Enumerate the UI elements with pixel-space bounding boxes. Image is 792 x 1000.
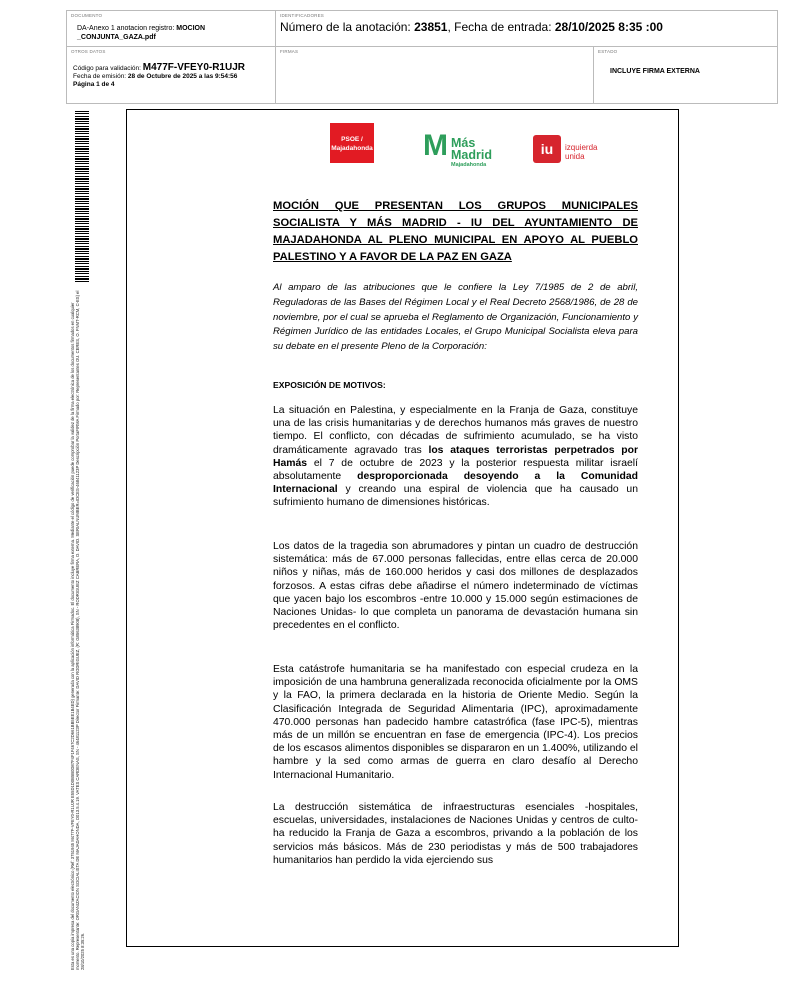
estado-label: ESTADO <box>598 49 618 54</box>
registry-header <box>66 10 778 104</box>
p1-bold-a: los ataques terroristas perpetrados por Hamás <box>273 444 638 469</box>
estado-cell <box>594 47 777 103</box>
paragraph-4: La destrucción sistemática de infraestructuras esenciales -hospitales, escuelas, universidades, instalaciones de Naciones Unidas y centros de culto- ha reducido la Franja de Gaza a escombros, privando a la población de los servicios más básicos. Más de 230 periodistas y más de 500 trabajadores humanitarios han perdido la vida ejerciendo sus <box>273 802 638 866</box>
fecha-prefix: , Fecha de entrada: <box>447 20 555 34</box>
firmas-label: FIRMAS <box>280 49 299 54</box>
otros-datos-label: OTROS DATOS <box>71 49 106 54</box>
paragraph-2: Los datos de la tragedia son abrumadores y pintan un cuadro de destrucción sistemática: más de 67.000 personas fallecidas, entre ellas cerca de 20.000 niños y niñas, más de 160.000 heridos y casi dos millones de desplazados forzosos. A estas cifras debe añadirse el número indeterminado de víctimas que yacen bajo los escombros -entre 10.000 y 15.000 según estimaciones de Naciones Unidas- lo que completa un panorama de devastación humana sin precedentes en el conflicto. <box>273 541 638 632</box>
p1-text-a: La situación en Palestina, y especialmente en la Franja de Gaza, constituye una de las crisis humanitarias y de derechos humanos más graves de nuestro tiempo. El conflicto, con décadas de sufrimiento acumulado, se ha visto dramáticamente agravado tras <box>273 405 638 456</box>
mas-madrid-logo <box>423 127 509 167</box>
p1-text-b: el 7 de octubre de 2023 y la posterior respuesta militar israelí absolutamente <box>273 457 638 483</box>
iu-mark: iu <box>533 135 561 163</box>
fecha-entrada: 28/10/2025 8:35 :00 <box>554 20 663 34</box>
validation-code: M477F-VFEY0-R1UJR <box>142 62 246 73</box>
identificadores-cell <box>276 11 777 47</box>
document-filename <box>77 24 267 42</box>
anotacion-number: 23851 <box>414 20 448 34</box>
p1-bold-b: desproporcionada desoyendo a la Comunidad Internacional <box>273 471 638 496</box>
page-count: Página 1 de 4 <box>73 81 115 88</box>
paragraph-1 <box>273 404 638 510</box>
mas-madrid-letter: M <box>423 129 448 162</box>
anotacion-info <box>280 20 720 34</box>
validation-info <box>73 64 245 89</box>
psoe-logo: PSOE / Majadahonda <box>330 123 374 163</box>
estado-value: INCLUYE FIRMA EXTERNA <box>610 68 700 75</box>
motion-intro: Al amparo de las atribuciones que le confiere la Ley 7/1985 de 2 de abril, Reguladoras de las Bases del Régimen Local y el Real Decreto 2568/1986, de 28 de noviembre, por el cual se aprueba el Reglamento de Organización, Funcionamiento y Régimen Jurídico de las entidades Locales, el Grupo Municipal Socialista eleva para su debate en el presente Pleno de la Corporación: <box>273 282 638 353</box>
paragraph-3: Esta catástrofe humanitaria se ha manifestado con especial crudeza en la imposición de una hambruna generalizada reconocida oficialmente por la OMS y la FAO, la primera declarada en la historia de Oriente Medio. Según la Clasificación Integrada de Seguridad Alimentaria (IPC), aproximadamente 470.000 personas han padecido hambre catastrófica (fase IPC-5), mientras más de un millón se encuentran en fase de emergencia (IPC-4). Los precios de los escasos alimentos disponibles se dispararon en un 1.400%, utilizando el hambre y la sed como armas de guerra en claro desafío al Derecho Internacional Humanitario. <box>273 664 638 781</box>
anotacion-prefix: Número de la anotación: <box>280 20 415 34</box>
document-page <box>126 109 679 947</box>
identificadores-label: IDENTIFICADORES <box>280 13 325 18</box>
mas-madrid-sub: Majadahonda <box>451 162 487 168</box>
documento-name: MOCION _CONJUNTA_GAZA.pdf <box>77 25 206 41</box>
emision-prefix: Fecha de emisión: <box>73 73 128 80</box>
section-heading: EXPOSICIÓN DE MOTIVOS: <box>273 380 386 390</box>
vertical-disclaimer-text: Esta es una copia impresa del documento electrónico (Ref: 3751945 M477F-VFEY0-R1UJR E55D1D0B5B0D87F4F1F467C2D661BB5EE1B4ED) generada con la aplicación informática Firmadoc. El documento incluye firma externa. Mediante el código de verificación puede comprobar la validez de la firma electrónica de los documentos firmados en cualquier momento. Representante: ORGANIZACION SOCIALISTA DE MAJADAHONDA, O013.5.4.19. VATES CARDENAS, SN - 46481123P Director Firmante: DAVID RODRIGUEZ, (R: G85638908), SN - RODRIGUEZ CABRERA, D. DAVID. SERIALNUMBER=IDCES-46841123P Descripción PortaFIRMA Firmado por: Representantes OU. CERES, O. FNMT-RCM, C-ES) el 28/10/2025 8:35:26. <box>70 290 86 970</box>
otros-datos-cell <box>67 47 276 103</box>
validacion-prefix: Código para validación: <box>73 65 143 72</box>
iu-text: izquierda unida <box>565 143 598 161</box>
iu-logo <box>533 132 603 168</box>
documento-label: DOCUMENTO <box>71 13 103 18</box>
mas-madrid-text: Más Madrid <box>451 136 492 162</box>
documento-prefix: DA-Anexo 1 anotacion registro: <box>77 25 177 32</box>
p1-text-c: y creando una espiral de violencia que ha causado un sufrimiento humano de dimensiones históricas. <box>273 484 638 509</box>
barcode <box>75 110 89 282</box>
motion-title: MOCIÓN QUE PRESENTAN LOS GRUPOS MUNICIPALES SOCIALISTA Y MÁS MADRID - IU DEL AYUNTAMIENTO DE MAJADAHONDA AL PLENO MUNICIPAL EN APOYO AL PUEBLO PALESTINO Y A FAVOR DE LA PAZ EN GAZA <box>273 200 638 263</box>
emision-date: 28 de Octubre de 2025 a las 9:54:56 <box>127 73 238 80</box>
vertical-disclaimer <box>70 290 100 970</box>
documento-cell <box>67 11 276 47</box>
firmas-cell <box>276 47 594 103</box>
